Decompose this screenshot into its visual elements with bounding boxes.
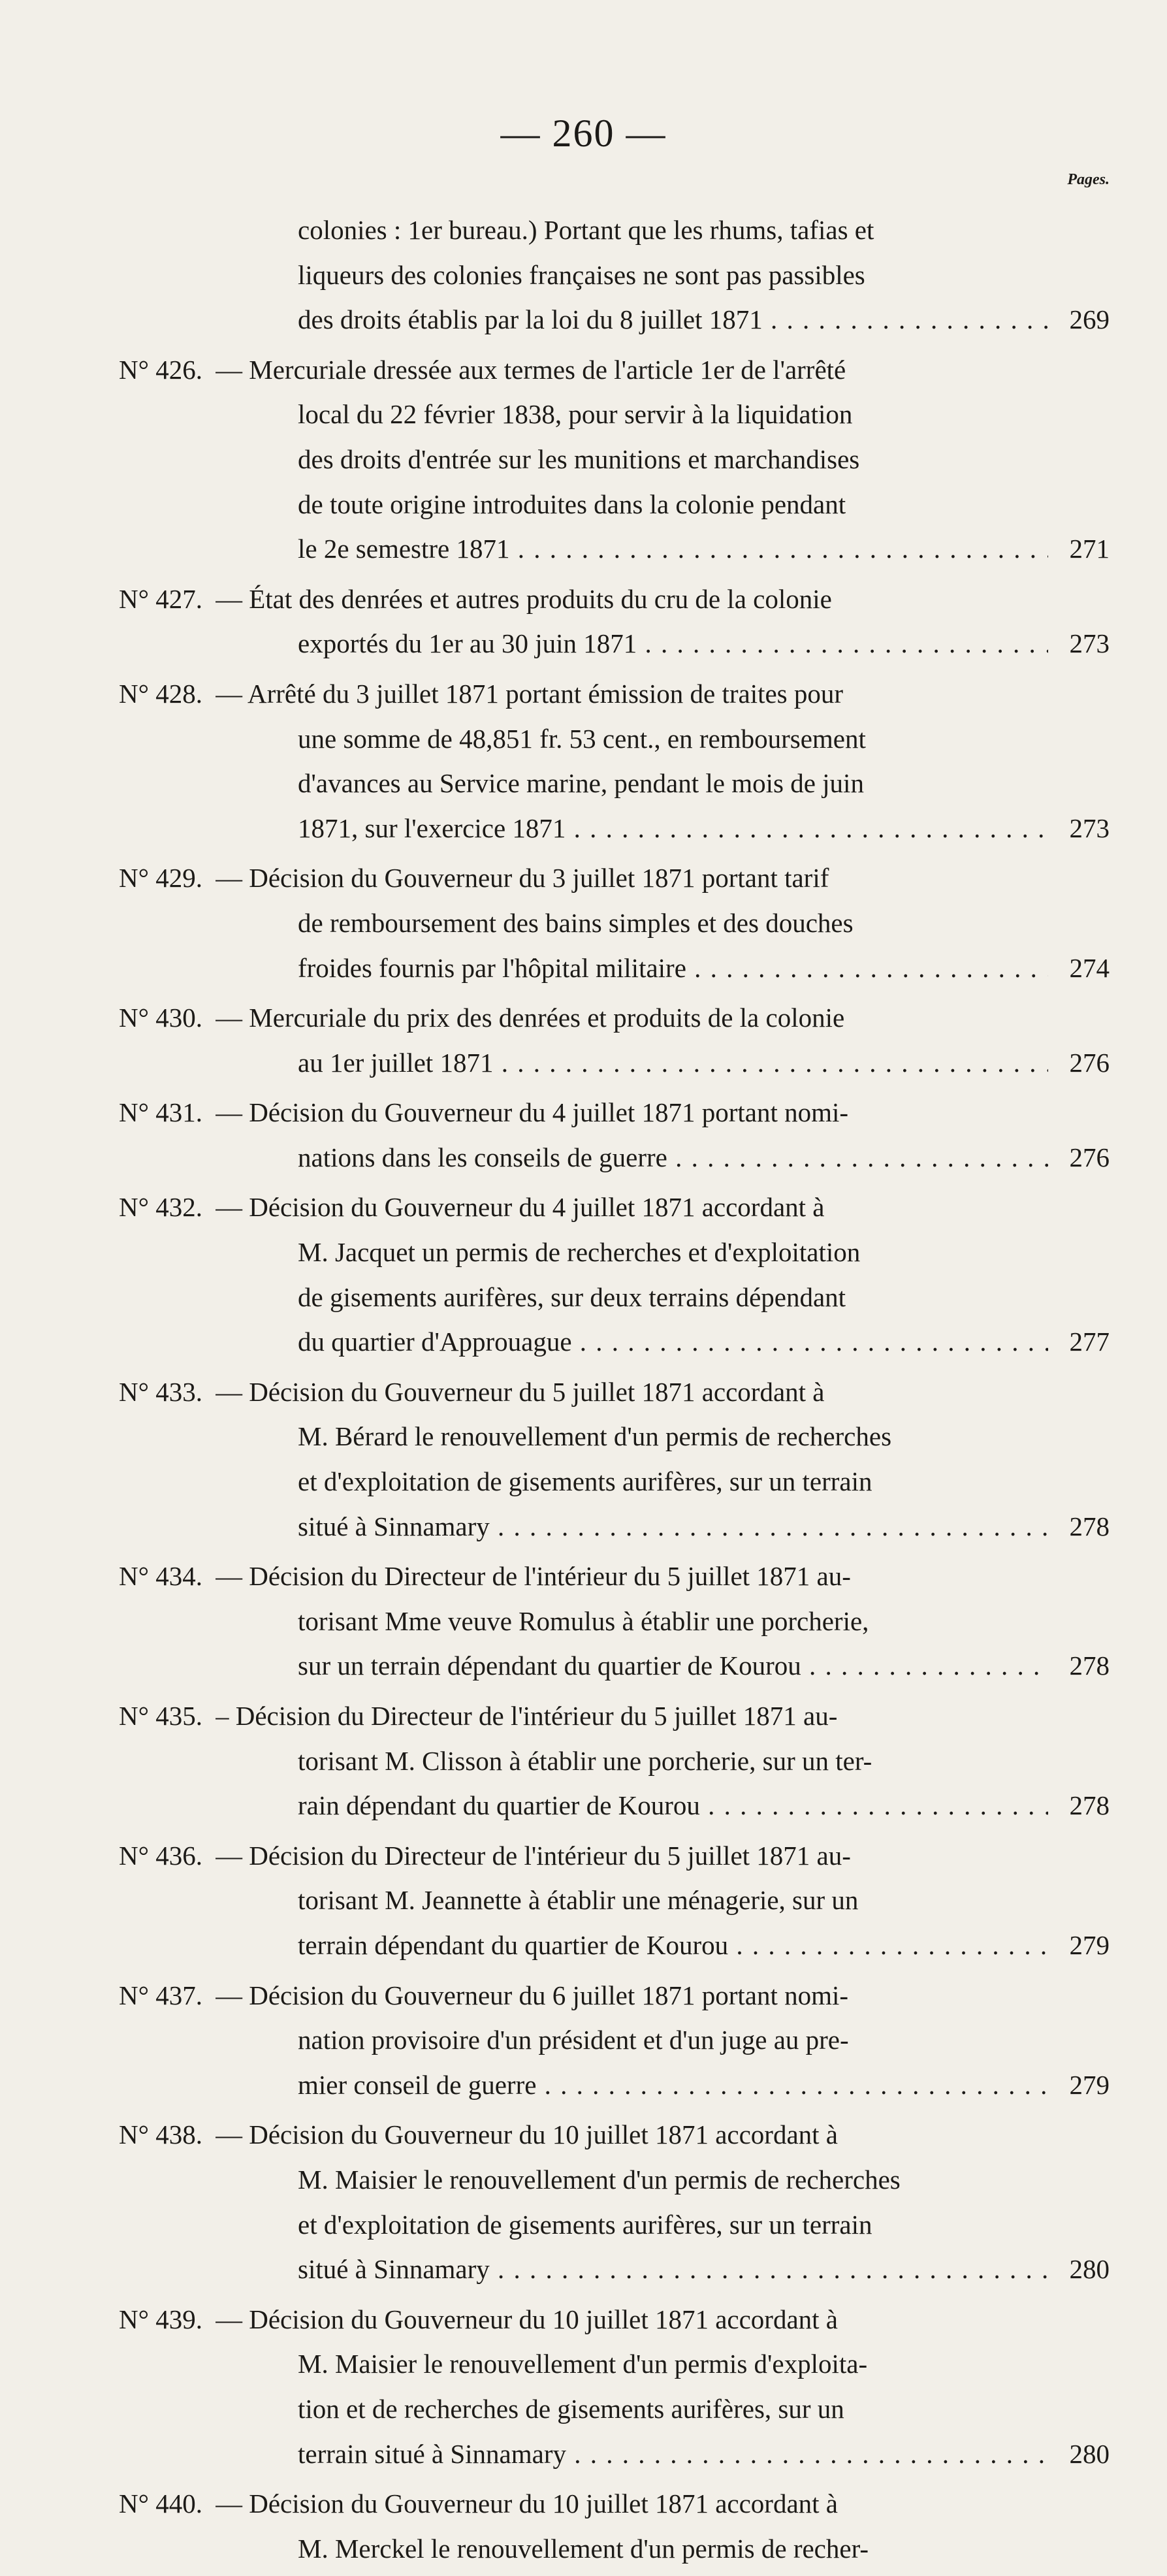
toc-line bbox=[0, 2526, 1167, 2571]
toc-entry bbox=[0, 1973, 1167, 2108]
entry-text: — Décision du Gouverneur du 10 juillet 1871 accordant à bbox=[216, 2488, 838, 2519]
entry-text: le 2e semestre 1871 . . . bbox=[298, 526, 1048, 572]
toc-entry bbox=[0, 347, 1167, 572]
entry-text: torisant M. Clisson à établir une porcherie, sur un ter- bbox=[298, 1745, 872, 1776]
toc-line bbox=[0, 2112, 1167, 2157]
entry-text: — Décision du Gouverneur du 4 juillet 1871 accordant à bbox=[216, 1192, 825, 1223]
entry-text: nation provisoire d'un président et d'un juge au pre- bbox=[298, 2025, 849, 2055]
toc-line bbox=[0, 437, 1167, 482]
entry-number: N° 437. bbox=[119, 1980, 203, 2010]
page-reference: 274 bbox=[1066, 946, 1110, 991]
entry-text: torisant Mme veuve Romulus à établir une porcherie, bbox=[298, 1605, 869, 1636]
toc-line bbox=[0, 526, 1167, 572]
page-reference: 279 bbox=[1066, 1923, 1110, 1968]
toc-entry bbox=[0, 2481, 1167, 2571]
toc-entry bbox=[0, 208, 1167, 342]
entry-text: terrain situé à Sinnamary . . . bbox=[298, 2432, 1048, 2477]
toc-line bbox=[0, 856, 1167, 901]
entry-number: N° 430. bbox=[119, 1003, 203, 1033]
toc-line bbox=[0, 2432, 1167, 2477]
toc-line bbox=[0, 1878, 1167, 1923]
entry-text: — Mercuriale dressée aux termes de l'article 1er de l'arrêté bbox=[216, 354, 846, 385]
entry-text: mier conseil de guerre . . . bbox=[298, 2063, 1048, 2108]
entry-text: de remboursement des bains simples et des douches bbox=[298, 907, 854, 938]
page-reference: 278 bbox=[1066, 1643, 1110, 1688]
entry-number: N° 435. bbox=[119, 1701, 203, 1731]
entry-text: terrain dépendant du quartier de Kourou . . . bbox=[298, 1923, 1048, 1968]
entry-text: M. Maisier le renouvellement d'un permis d'exploita- bbox=[298, 2349, 868, 2379]
toc-line bbox=[0, 1973, 1167, 2018]
entry-number: N° 431. bbox=[119, 1097, 203, 1128]
entry-number: N° 429. bbox=[119, 863, 203, 894]
entry-number: N° 438. bbox=[119, 2119, 203, 2150]
toc-line bbox=[0, 577, 1167, 622]
page-reference: 280 bbox=[1066, 2432, 1110, 2477]
entry-number: N° 439. bbox=[119, 2304, 203, 2334]
toc-line bbox=[0, 2063, 1167, 2108]
toc-line bbox=[0, 482, 1167, 527]
page-reference: 277 bbox=[1066, 1319, 1110, 1364]
toc-line bbox=[0, 716, 1167, 762]
toc-line bbox=[0, 1643, 1167, 1688]
entry-text: d'avances au Service marine, pendant le mois de juin bbox=[298, 768, 864, 799]
toc-line bbox=[0, 1230, 1167, 1275]
toc-line bbox=[0, 671, 1167, 716]
entry-number: N° 434. bbox=[119, 1561, 203, 1592]
toc-entry bbox=[0, 856, 1167, 990]
toc-line bbox=[0, 2018, 1167, 2063]
toc-line bbox=[0, 1090, 1167, 1135]
toc-line bbox=[0, 1459, 1167, 1504]
page-number: — 260 — bbox=[500, 112, 667, 155]
toc-entry bbox=[0, 2297, 1167, 2476]
toc-line bbox=[0, 1694, 1167, 1739]
toc-line bbox=[0, 1185, 1167, 1230]
toc-line bbox=[0, 1833, 1167, 1878]
entry-text: situé à Sinnamary . . . bbox=[298, 1504, 1048, 1549]
entry-text: de toute origine introduites dans la colonie pendant bbox=[298, 489, 846, 519]
entry-text: des droits d'entrée sur les munitions et marchandises bbox=[298, 443, 860, 474]
entry-text: 1871, sur l'exercice 1871 . . . bbox=[298, 806, 1048, 851]
page-reference: 271 bbox=[1066, 526, 1110, 572]
entry-text: — Décision du Gouverneur du 4 juillet 1871 portant nomi- bbox=[216, 1097, 849, 1128]
toc-line bbox=[0, 1135, 1167, 1180]
table-of-contents bbox=[0, 208, 1167, 2576]
entry-text: froides fournis par l'hôpital militaire . . . bbox=[298, 946, 1048, 991]
toc-line bbox=[0, 1923, 1167, 1968]
entry-text: local du 22 février 1838, pour servir à la liquidation bbox=[298, 399, 853, 430]
toc-line bbox=[0, 2247, 1167, 2292]
toc-line bbox=[0, 1504, 1167, 1549]
toc-line bbox=[0, 2387, 1167, 2432]
toc-line bbox=[0, 995, 1167, 1040]
entry-text: — Décision du Directeur de l'intérieur du 5 juillet 1871 au- bbox=[216, 1840, 851, 1871]
toc-line bbox=[0, 1554, 1167, 1599]
entry-number: N° 440. bbox=[119, 2488, 203, 2519]
toc-line bbox=[0, 1739, 1167, 1784]
page-reference: 278 bbox=[1066, 1783, 1110, 1828]
page-reference: 278 bbox=[1066, 1504, 1110, 1549]
toc-line bbox=[0, 2297, 1167, 2342]
entry-text: — Décision du Gouverneur du 5 juillet 1871 accordant à bbox=[216, 1376, 825, 1407]
toc-line bbox=[0, 806, 1167, 851]
entry-number: N° 426. bbox=[119, 354, 203, 385]
toc-line bbox=[0, 2342, 1167, 2387]
entry-text: et d'exploitation de gisements aurifères, sur un terrain bbox=[298, 1466, 872, 1497]
entry-text: M. Jacquet un permis de recherches et d'exploitation bbox=[298, 1237, 861, 1268]
entry-text: M. Merckel le renouvellement d'un permis de recher- bbox=[298, 2533, 869, 2564]
entry-text: au 1er juillet 1871 . . . bbox=[298, 1040, 1048, 1086]
entry-text: tion et de recherches de gisements aurifères, sur un bbox=[298, 2393, 844, 2424]
toc-line bbox=[0, 2202, 1167, 2247]
entry-text: — État des denrées et autres produits du cru de la colonie bbox=[216, 583, 832, 614]
toc-entry bbox=[0, 671, 1167, 850]
entry-text: sur un terrain dépendant du quartier de Kourou . . . bbox=[298, 1643, 1048, 1688]
toc-entry bbox=[0, 2112, 1167, 2291]
toc-entry bbox=[0, 1370, 1167, 1549]
toc-entry bbox=[0, 1554, 1167, 1688]
entry-text: — Décision du Gouverneur du 3 juillet 1871 portant tarif bbox=[216, 863, 829, 894]
entry-text: M. Bérard le renouvellement d'un permis de recherches bbox=[298, 1421, 892, 1452]
toc-line bbox=[0, 2481, 1167, 2526]
page-reference: 273 bbox=[1066, 806, 1110, 851]
entry-number: N° 428. bbox=[119, 678, 203, 709]
toc-line bbox=[0, 1783, 1167, 1828]
entry-text: rain dépendant du quartier de Kourou . . . bbox=[298, 1783, 1048, 1828]
entry-text: une somme de 48,851 fr. 53 cent., en remboursement bbox=[298, 723, 866, 754]
entry-number: N° 433. bbox=[119, 1376, 203, 1407]
toc-line bbox=[0, 2157, 1167, 2202]
toc-line bbox=[0, 621, 1167, 666]
entry-text: colonies : 1er bureau.) Portant que les rhums, tafias et bbox=[298, 215, 874, 245]
entry-text: liqueurs des colonies françaises ne sont pas passibles bbox=[298, 259, 865, 290]
entry-text: des droits établis par la loi du 8 juillet 1871 . . . bbox=[298, 297, 1048, 342]
toc-line bbox=[0, 761, 1167, 806]
entry-number: N° 432. bbox=[119, 1192, 203, 1223]
toc-line bbox=[0, 1275, 1167, 1320]
entry-text: et d'exploitation de gisements aurifères, sur un terrain bbox=[298, 2209, 872, 2240]
page-reference: 280 bbox=[1066, 2247, 1110, 2292]
toc-line bbox=[0, 946, 1167, 991]
toc-entry bbox=[0, 1090, 1167, 1180]
entry-text: du quartier d'Approuague . . . bbox=[298, 1319, 1048, 1364]
entry-text: nations dans les conseils de guerre . . . bbox=[298, 1135, 1048, 1180]
toc-line bbox=[0, 1319, 1167, 1364]
toc-line bbox=[0, 347, 1167, 393]
toc-line bbox=[0, 253, 1167, 298]
entry-text: — Mercuriale du prix des denrées et produits de la colonie bbox=[216, 1003, 845, 1033]
page-reference: 276 bbox=[1066, 1040, 1110, 1086]
page-reference: 269 bbox=[1066, 297, 1110, 342]
entry-text: — Décision du Directeur de l'intérieur du 5 juillet 1871 au- bbox=[216, 1561, 851, 1592]
toc-line bbox=[0, 208, 1167, 253]
entry-text: situé à Sinnamary . . . bbox=[298, 2247, 1048, 2292]
toc-line bbox=[0, 1040, 1167, 1086]
toc-entry bbox=[0, 1833, 1167, 1968]
toc-line bbox=[0, 901, 1167, 946]
entry-text: exportés du 1er au 30 juin 1871 . . . bbox=[298, 621, 1048, 666]
pages-column-label: Pages. bbox=[1067, 171, 1110, 188]
page-reference: 276 bbox=[1066, 1135, 1110, 1180]
entry-text: torisant M. Jeannette à établir une ménagerie, sur un bbox=[298, 1885, 859, 1916]
toc-entry bbox=[0, 1694, 1167, 1828]
entry-text: de gisements aurifères, sur deux terrains dépendant bbox=[298, 1281, 846, 1312]
toc-line bbox=[0, 1599, 1167, 1644]
entry-text: — Décision du Gouverneur du 10 juillet 1871 accordant à bbox=[216, 2119, 838, 2150]
page-reference: 273 bbox=[1066, 621, 1110, 666]
toc-line bbox=[0, 1414, 1167, 1459]
toc-line bbox=[0, 1370, 1167, 1415]
toc-entry bbox=[0, 1185, 1167, 1364]
toc-entry bbox=[0, 995, 1167, 1085]
toc-line bbox=[0, 392, 1167, 437]
entry-number: N° 427. bbox=[119, 583, 203, 614]
entry-text: – Décision du Directeur de l'intérieur du 5 juillet 1871 au- bbox=[216, 1701, 838, 1731]
entry-text: M. Maisier le renouvellement d'un permis de recherches bbox=[298, 2164, 901, 2195]
entry-number: N° 436. bbox=[119, 1840, 203, 1871]
entry-text: — Décision du Gouverneur du 10 juillet 1871 accordant à bbox=[216, 2304, 838, 2334]
toc-entry bbox=[0, 577, 1167, 666]
entry-text: — Décision du Gouverneur du 6 juillet 1871 portant nomi- bbox=[216, 1980, 849, 2010]
toc-line bbox=[0, 297, 1167, 342]
entry-text: — Arrêté du 3 juillet 1871 portant émission de traites pour bbox=[216, 678, 844, 709]
page-reference: 279 bbox=[1066, 2063, 1110, 2108]
